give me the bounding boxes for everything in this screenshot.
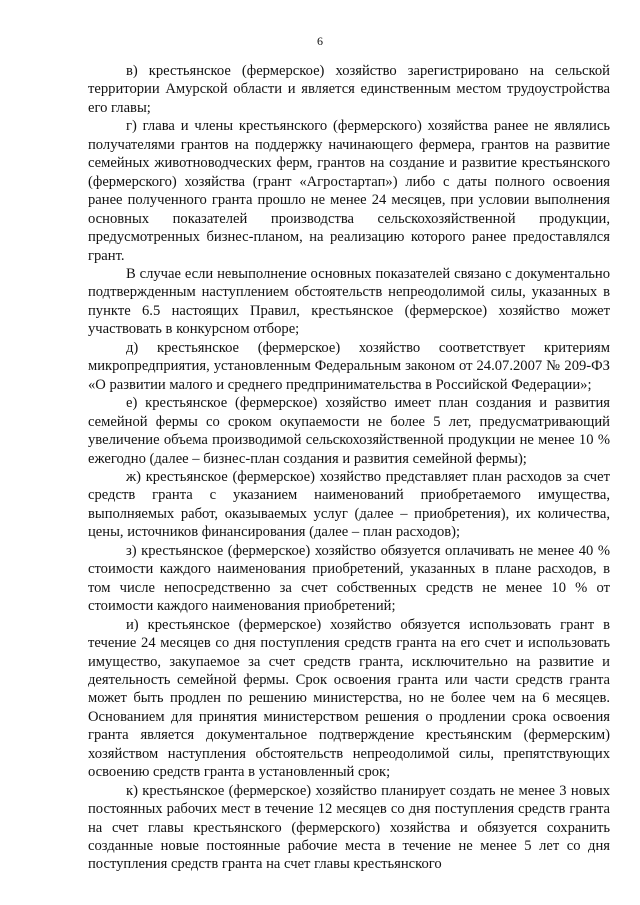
paragraph-g: г) глава и члены крестьянского (фермерского) хозяйства ранее не являлись получателями грантов на поддержку начинающего фермера, грантов на развитие семейных животноводческих ферм, грантов на создание и развитие крестьянского (фермерского) хозяйства (грант «Агростартап») либо с даты полного освоения ранее полученного гранта прошло не менее 24 месяцев, при условии выполнения основных показателей производства сельскохозяйственной продукции, предусмотренных бизнес-планом, на реализацию которого ранее предоставлялся грант. [88, 118, 610, 264]
paragraph-exception: В случае если невыполнение основных показателей связано с документально подтвержденным наступлением обстоятельств непреодолимой силы, указанных в пункте 6.5 настоящих Правил, крестьянское (фермерское) хозяйство может участвовать в конкурсном отборе; [88, 265, 610, 338]
paragraph-d: д) крестьянское (фермерское) хозяйство соответствует критериям микропредприятия, установленным Федеральным законом от 24.07.2007 № 209-ФЗ «О развитии малого и среднего предпринимательства в Российской Федерации»; [88, 339, 610, 393]
page-number: 6 [317, 34, 323, 48]
paragraph-z: з) крестьянское (фермерское) хозяйство обязуется оплачивать не менее 40 % стоимости каждого наименования приобретений, указанных в плане расходов, в том числе непосредственно за счет собственных средств не менее 10 % от стоимости каждого наименования приобретений; [88, 542, 610, 615]
document-body [88, 62, 610, 874]
paragraph-k: к) крестьянское (фермерское) хозяйство планирует создать не менее 3 новых постоянных рабочих мест в течение 12 месяцев со дня поступления средств гранта на счет главы крестьянского (фермерского) хозяйства и обязуется сохранить созданные новые постоянные рабочие места в течение не менее 5 лет со дня поступления средств гранта на счет главы крестьянского [88, 782, 610, 873]
paragraph-v: в) крестьянское (фермерское) хозяйство зарегистрировано на сельской территории Амурской области и является единственным местом трудоустройства его главы; [88, 63, 610, 116]
paragraph-zh: ж) крестьянское (фермерское) хозяйство представляет план расходов за счет средств гранта с указанием наименований приобретаемого имущества, выполняемых работ, оказываемых услуг (далее – приобретения), их количества, цены, источников финансирования (далее – план расходов); [88, 468, 610, 541]
paragraph-e: е) крестьянское (фермерское) хозяйство имеет план создания и развития семейной фермы со сроком окупаемости не более 5 лет, предусматривающий увеличение объема производимой сельскохозяйственной продукции не менее 10 % ежегодно (далее – бизнес-план создания и развития семейной фермы); [88, 395, 610, 467]
paragraph-i: и) крестьянское (фермерское) хозяйство обязуется использовать грант в течение 24 месяцев со дня поступления средств гранта на его счет и использовать имущество, закупаемое за счет средств гранта, исключительно на развитие и деятельность семейной фермы. Срок освоения гранта или части средств гранта может быть продлен по решению министерства, но не более чем на 6 месяцев. Основанием для принятия министерством решения о продлении срока освоения гранта является документальное подтверждение крестьянским (фермерским) хозяйством наступления обстоятельств непреодолимой силы, препятствующих освоению средств гранта в установленный срок; [88, 616, 610, 781]
